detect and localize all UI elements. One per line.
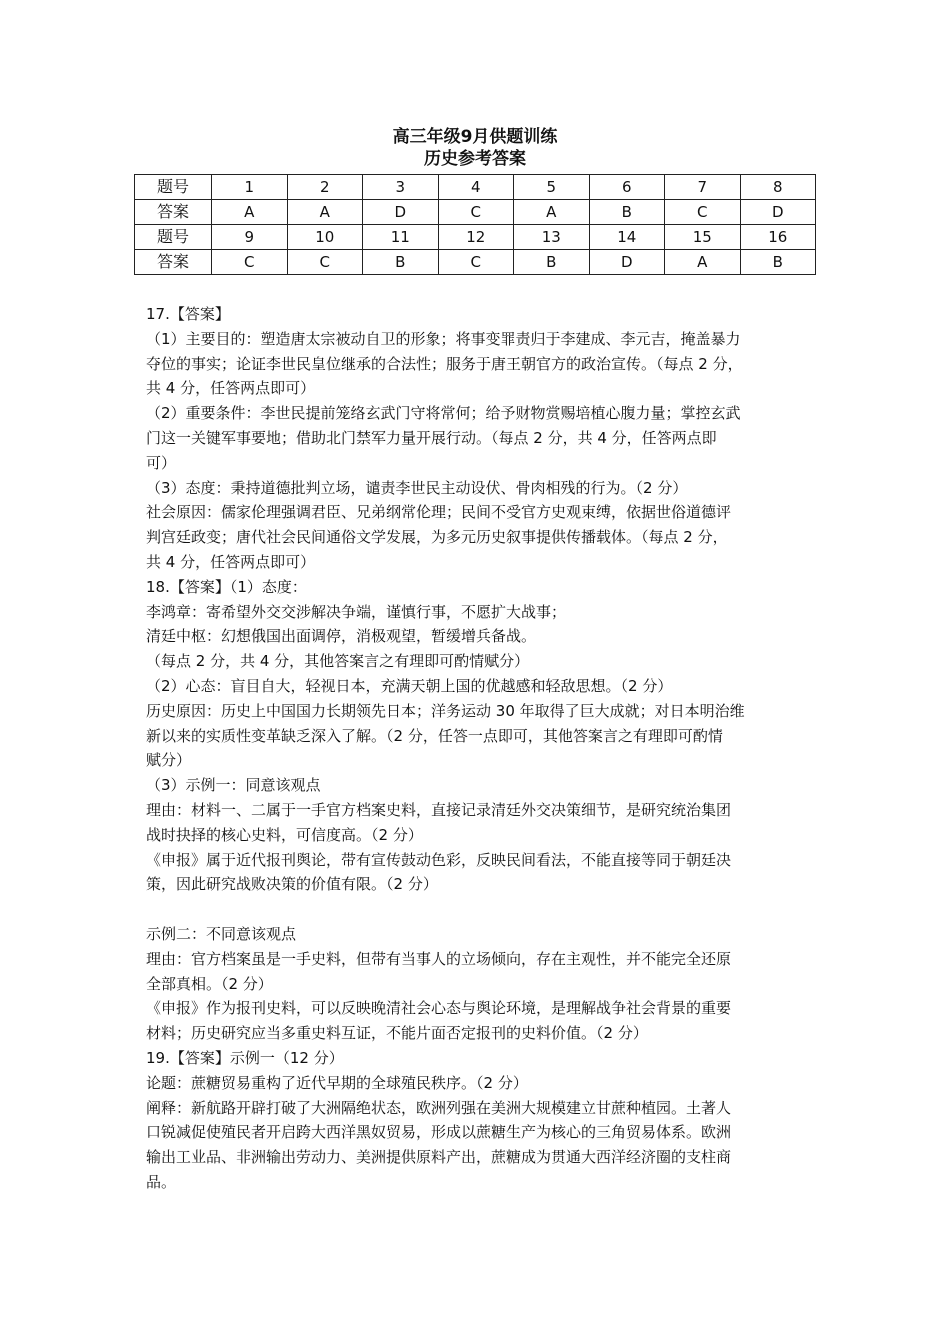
- text-line: 阐释：新航路开辟打破了大洲隔绝状态，欧洲列强在美洲大规模建立甘蔗种植园。土著人: [146, 1098, 732, 1117]
- text-line: 输出工业品、非洲输出劳动力、美洲提供原料产出，蔗糖成为贯通大西洋经济圈的支柱商: [146, 1148, 732, 1167]
- text-line: 社会原因：儒家伦理强调君臣、兄弟纲常伦理；民间不受官方史观束缚，依据世俗道德评: [146, 503, 732, 522]
- table-row: [135, 200, 816, 225]
- text-line: （3）态度：秉持道德批判立场，谴责李世民主动设伏、骨肉相残的行为。（2 分）: [146, 478, 688, 497]
- table-cell: B: [589, 200, 665, 225]
- table-row: [135, 175, 816, 200]
- text-line: 可）: [146, 453, 177, 472]
- text-line: 理由：材料一、二属于一手官方档案史料，直接记录清廷外交决策细节，是研究统治集团: [146, 800, 732, 819]
- text-line: [146, 897, 814, 922]
- table-row-header: 题号: [135, 175, 212, 200]
- document-subtitle: 历史参考答案: [424, 149, 526, 169]
- table-cell: 5: [514, 175, 590, 200]
- text-line: 口锐减促使殖民者开启跨大西洋黑奴贸易，形成以蔗糖生产为核心的三角贸易体系。欧洲: [146, 1123, 732, 1142]
- text-line: 李鸿章：寄希望外交交涉解决争端，谨慎行事，不愿扩大战事；: [146, 602, 567, 621]
- table-cell: C: [287, 250, 363, 275]
- text-line: 品。: [146, 1172, 177, 1191]
- table-cell: C: [665, 200, 741, 225]
- table-cell: A: [665, 250, 741, 275]
- table-row-header: 答案: [135, 200, 212, 225]
- table-cell: C: [438, 250, 514, 275]
- table-cell: 2: [287, 175, 363, 200]
- text-line: （3）示例一：同意该观点: [146, 776, 321, 795]
- text-line: 材料；历史研究应当多重史料互证，不能片面否定报刊的史料价值。（2 分）: [146, 1024, 648, 1043]
- text-line: 《申报》属于近代报刊舆论，带有宣传鼓动色彩，反映民间看法，不能直接等同于朝廷决: [146, 850, 732, 869]
- table-row-header: 答案: [135, 250, 212, 275]
- table-cell: 9: [212, 225, 288, 250]
- table-cell: D: [740, 200, 816, 225]
- table-row: [135, 225, 816, 250]
- text-line: 18.【答案】（1）态度：: [146, 577, 307, 596]
- answer-text: [146, 302, 814, 1195]
- text-line: 全部真相。（2 分）: [146, 974, 273, 993]
- table-cell: A: [212, 200, 288, 225]
- table-cell: B: [740, 250, 816, 275]
- text-line: （2）重要条件：李世民提前笼络玄武门守将常何；给予财物赏赐培植心腹力量；掌控玄武: [146, 404, 741, 423]
- table-cell: A: [287, 200, 363, 225]
- table-cell: 1: [212, 175, 288, 200]
- text-line: （2）心态：盲目自大，轻视日本，充满天朝上国的优越感和轻敌思想。（2 分）: [146, 676, 673, 695]
- text-line: 判宫廷政变；唐代社会民间通俗文学发展，为多元历史叙事提供传播载体。（每点 2 分，: [146, 528, 728, 547]
- text-line: （1）主要目的：塑造唐太宗被动自卫的形象；将事变罪责归于李建成、李元吉，掩盖暴力: [146, 329, 741, 348]
- answer-table: [134, 174, 816, 275]
- table-cell: B: [514, 250, 590, 275]
- text-line: 新以来的实质性变革缺乏深入了解。（2 分，任答一点即可，其他答案言之有理即可酌情: [146, 726, 723, 745]
- text-line: 战时抉择的核心史料，可信度高。（2 分）: [146, 825, 423, 844]
- table-cell: 6: [589, 175, 665, 200]
- table-cell: 11: [363, 225, 439, 250]
- text-line: 夺位的事实；论证李世民皇位继承的合法性；服务于唐王朝官方的政治宣传。（每点 2 分，: [146, 354, 743, 373]
- table-row: [135, 250, 816, 275]
- table-cell: 13: [514, 225, 590, 250]
- text-line: 门这一关键军事要地；借助北门禁军力量开展行动。（每点 2 分，共 4 分，任答两点即: [146, 428, 717, 447]
- text-line: 共 4 分，任答两点即可）: [146, 379, 316, 398]
- text-line: 示例二：不同意该观点: [146, 924, 297, 943]
- table-cell: 10: [287, 225, 363, 250]
- text-line: 论题：蔗糖贸易重构了近代早期的全球殖民秩序。（2 分）: [146, 1073, 528, 1092]
- table-cell: C: [212, 250, 288, 275]
- text-line: 策，因此研究战败决策的价值有限。（2 分）: [146, 875, 438, 894]
- table-cell: 3: [363, 175, 439, 200]
- text-line: 17.【答案】: [146, 305, 230, 323]
- table-row-header: 题号: [135, 225, 212, 250]
- document-title: 高三年级9月供题训练: [392, 127, 558, 147]
- text-line: （每点 2 分，共 4 分，其他答案言之有理即可酌情赋分）: [146, 652, 530, 671]
- text-line: 共 4 分，任答两点即可）: [146, 552, 316, 571]
- table-cell: D: [589, 250, 665, 275]
- table-cell: 8: [740, 175, 816, 200]
- text-line: 历史原因：历史上中国国力长期领先日本；洋务运动 30 年取得了巨大成就；对日本明治维: [146, 701, 745, 720]
- table-cell: A: [514, 200, 590, 225]
- table-cell: 16: [740, 225, 816, 250]
- table-cell: B: [363, 250, 439, 275]
- text-line: 赋分）: [146, 751, 192, 770]
- text-line: 19.【答案】示例一（12 分）: [146, 1048, 344, 1067]
- table-cell: 15: [665, 225, 741, 250]
- table-cell: 7: [665, 175, 741, 200]
- table-cell: D: [363, 200, 439, 225]
- text-line: 理由：官方档案虽是一手史料，但带有当事人的立场倾向，存在主观性，并不能完全还原: [146, 949, 732, 968]
- table-cell: 14: [589, 225, 665, 250]
- table-cell: 4: [438, 175, 514, 200]
- table-cell: 12: [438, 225, 514, 250]
- text-line: 清廷中枢：幻想俄国出面调停，消极观望，暂缓增兵备战。: [146, 627, 537, 646]
- table-cell: C: [438, 200, 514, 225]
- text-line: 《申报》作为报刊史料，可以反映晚清社会心态与舆论环境，是理解战争社会背景的重要: [146, 999, 732, 1018]
